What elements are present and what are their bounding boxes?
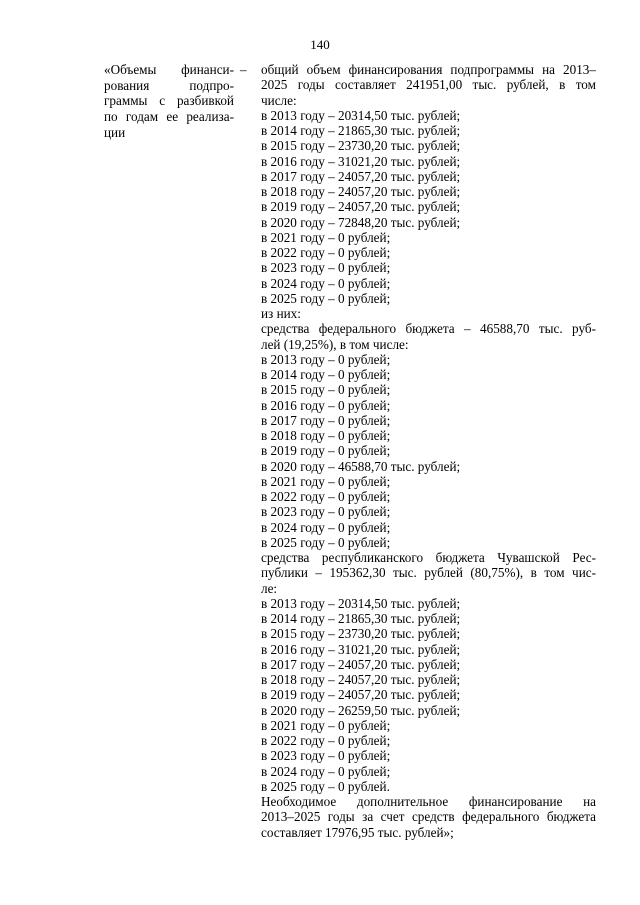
funding-text-line: в 2019 году – 0 рублей; — [261, 443, 391, 459]
column-separator-dash: – — [240, 62, 247, 77]
funding-text-line: в 2019 году – 24057,20 тыс. рублей; — [261, 199, 461, 215]
funding-text-line: в 2020 году – 46588,70 тыс. рублей; — [261, 458, 461, 474]
funding-text-line: в 2021 году – 0 рублей; — [261, 717, 391, 733]
funding-text-line: в 2014 году – 21865,30 тыс. рублей; — [261, 611, 461, 626]
funding-text-line: в 2021 году – 0 рублей; — [261, 229, 391, 245]
funding-text-line: в 2023 году – 0 рублей; — [261, 748, 391, 764]
funding-text-line: в 2014 году – 0 рублей; — [261, 367, 391, 382]
funding-text-line: в 2024 году – 0 рублей; — [261, 519, 391, 535]
funding-text-line: в 2013 году – 20314,50 тыс. рублей; — [261, 107, 461, 123]
funding-text-line: числе: — [261, 92, 297, 108]
funding-text-line: в 2025 году – 0 рублей. — [261, 778, 390, 794]
funding-text-line: в 2022 году – 0 рублей; — [261, 245, 391, 260]
funding-text-line: в 2013 году – 0 рублей; — [261, 351, 391, 367]
funding-text-line: в 2022 году – 0 рублей; — [261, 489, 391, 504]
funding-text-line: в 2025 году – 0 рублей; — [261, 534, 391, 550]
funding-text-line: составляет 17976,95 тыс. рублей»; — [261, 824, 454, 840]
funding-text-line: в 2018 году – 24057,20 тыс. рублей; — [261, 184, 461, 199]
funding-text-line: лей (19,25%), в том числе: — [261, 336, 409, 352]
funding-text-line: в 2015 году – 0 рублей; — [261, 382, 391, 398]
funding-text-line: 2013–2025 годы за счет средств федерального бюджета — [261, 809, 596, 825]
funding-text-line: публики – 195362,30 тыс. рублей (80,75%), в том чис- — [261, 565, 596, 581]
funding-text-line: в 2017 году – 24057,20 тыс. рублей; — [261, 656, 461, 672]
funding-text-line: в 2017 году – 0 рублей; — [261, 412, 391, 428]
page-number: 140 — [310, 37, 330, 52]
funding-text-line: в 2016 году – 0 рублей; — [261, 397, 391, 413]
funding-text-line: в 2018 году – 0 рублей; — [261, 428, 391, 443]
funding-text-line: в 2025 году – 0 рублей; — [261, 290, 391, 306]
funding-text-line: в 2014 году – 21865,30 тыс. рублей; — [261, 123, 461, 138]
funding-text-line: в 2020 году – 26259,50 тыс. рублей; — [261, 702, 461, 718]
funding-text-line: ле: — [261, 580, 278, 596]
funding-text-line: в 2016 году – 31021,20 тыс. рублей; — [261, 153, 461, 169]
label-line: «Объемы финанси- — [104, 62, 234, 77]
label-line: по годам ее реализа- — [104, 109, 234, 125]
funding-text-line: в 2023 году – 0 рублей; — [261, 504, 391, 520]
funding-text-line: в 2018 году – 24057,20 тыс. рублей; — [261, 672, 461, 687]
label-line: рования подпро- — [104, 77, 234, 93]
funding-text-line: общий объем финансирования подпрограммы на 2013– — [261, 62, 596, 77]
funding-label-column — [104, 62, 234, 141]
funding-text-line: в 2023 году – 0 рублей; — [261, 260, 391, 276]
funding-text-line: из них: — [261, 306, 301, 321]
funding-text-line: 2025 годы составляет 241951,00 тыс. рублей, в том — [261, 77, 596, 93]
funding-text-line: в 2024 году – 0 рублей; — [261, 763, 391, 779]
funding-text-line: в 2024 году – 0 рублей; — [261, 275, 391, 291]
funding-text-line: в 2013 году – 20314,50 тыс. рублей; — [261, 595, 461, 611]
funding-details-column — [261, 62, 596, 840]
label-line: ции — [104, 124, 126, 140]
funding-text-line: в 2016 году – 31021,20 тыс. рублей; — [261, 641, 461, 657]
funding-text-line: в 2021 году – 0 рублей; — [261, 473, 391, 489]
funding-text-line: Необходимое дополнительное финансирование на — [261, 794, 596, 809]
label-line: граммы с разбивкой — [104, 93, 234, 109]
funding-text-line: в 2022 году – 0 рублей; — [261, 733, 391, 748]
funding-text-line: средства республиканского бюджета Чувашской Рес- — [261, 550, 596, 565]
funding-text-line: в 2019 году – 24057,20 тыс. рублей; — [261, 687, 461, 703]
funding-text-line: в 2020 году – 72848,20 тыс. рублей; — [261, 214, 461, 230]
funding-text-line: в 2015 году – 23730,20 тыс. рублей; — [261, 626, 461, 642]
funding-text-line: средства федерального бюджета – 46588,70 тыс. руб- — [261, 321, 596, 337]
funding-text-line: в 2017 году – 24057,20 тыс. рублей; — [261, 168, 461, 184]
funding-text-line: в 2015 году – 23730,20 тыс. рублей; — [261, 138, 461, 154]
